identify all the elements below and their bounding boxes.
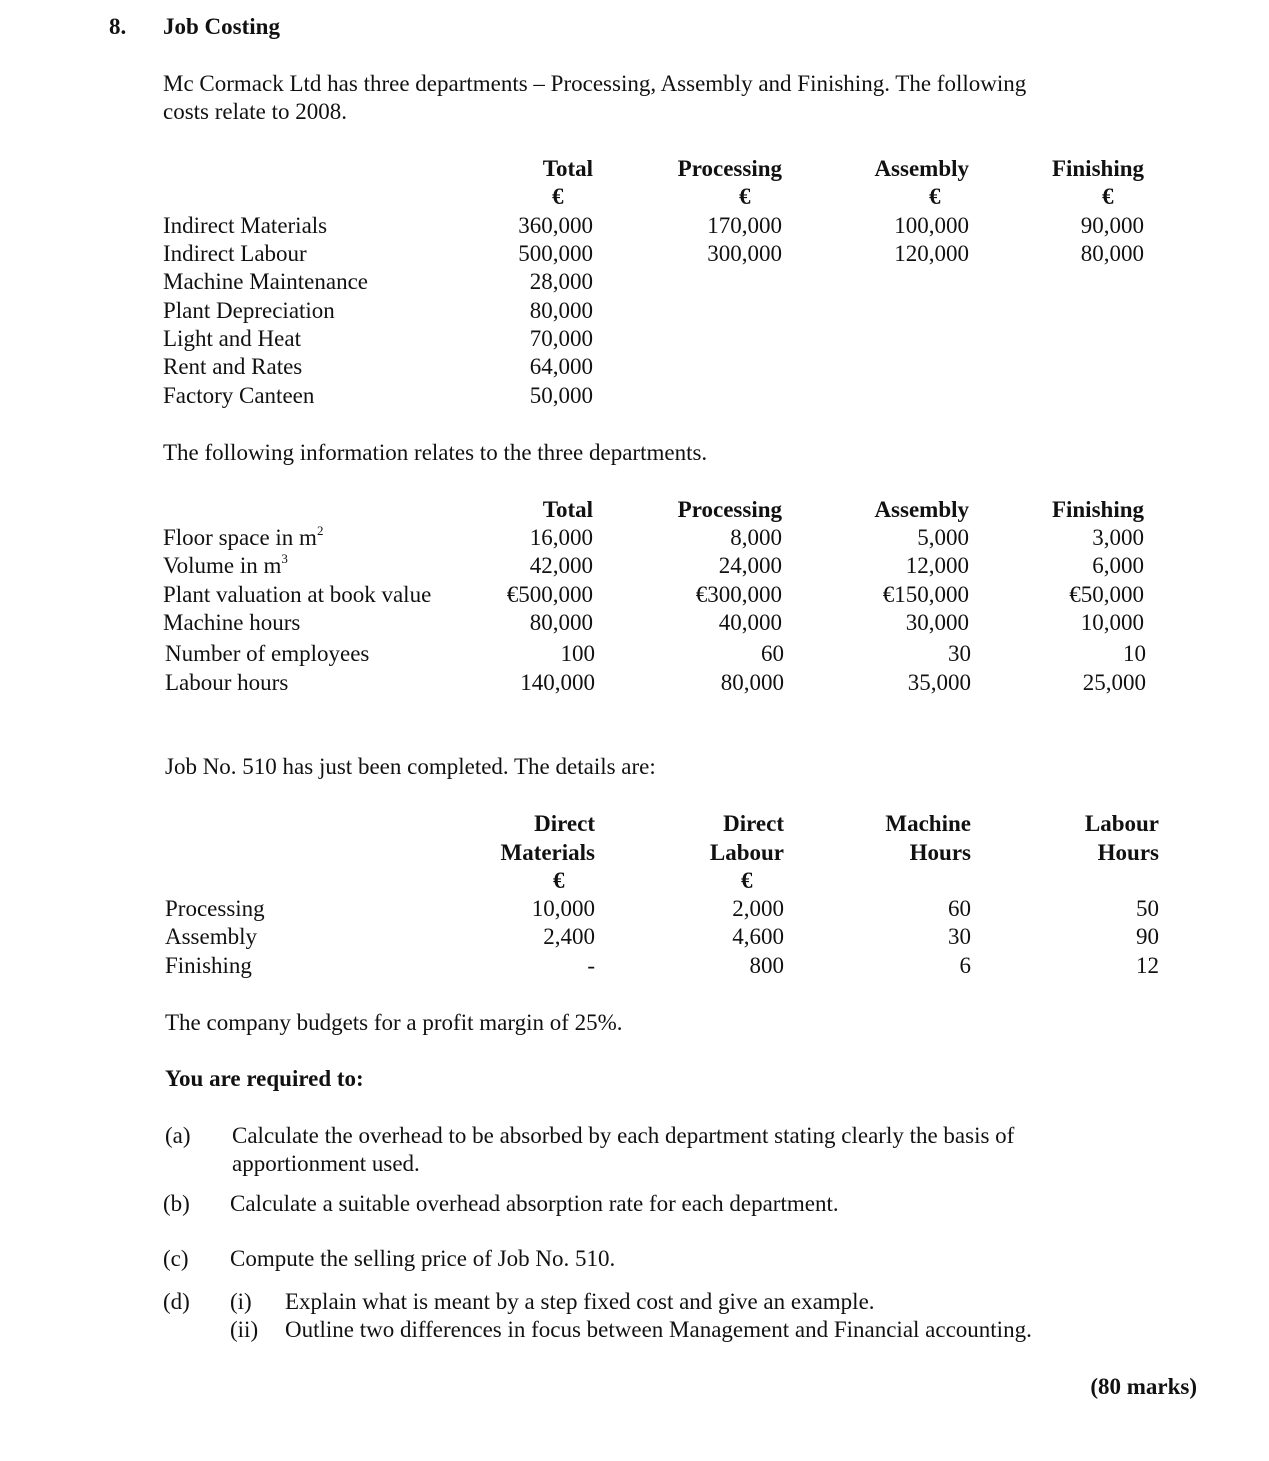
costs-row-label: Indirect Labour	[163, 241, 307, 266]
info-cell: 10,000	[1080, 610, 1144, 635]
part-a-text-cont: apportionment used.	[232, 1151, 420, 1176]
info-intro: The following information relates to the three departments.	[163, 440, 708, 465]
part-c-text: Compute the selling price of Job No. 510.	[230, 1246, 616, 1271]
info-header-finishing: Finishing	[1051, 497, 1144, 522]
costs-header-finishing: Finishing	[1051, 156, 1144, 181]
job-cell: 4,600	[732, 924, 784, 949]
costs-currency-total: €	[552, 184, 564, 209]
costs-cell: 100,000	[894, 213, 969, 238]
costs-header-total: Total	[542, 156, 593, 181]
info-cell: 24,000	[718, 553, 782, 578]
costs-header-processing: Processing	[677, 156, 782, 181]
question-number: 8.	[109, 14, 127, 39]
info-cell: 10	[1123, 641, 1146, 666]
info-cell: €50,000	[1069, 582, 1144, 607]
job-row-label: Assembly	[165, 924, 257, 949]
info-cell: 35,000	[907, 670, 971, 695]
costs-row-label: Machine Maintenance	[163, 269, 368, 294]
costs-row-label: Factory Canteen	[163, 383, 315, 408]
costs-cell: 70,000	[529, 326, 593, 351]
job-cell: -	[587, 953, 595, 978]
costs-currency-finishing: €	[1102, 184, 1114, 209]
costs-row-label: Indirect Materials	[163, 213, 328, 238]
job-currency: €	[553, 868, 565, 893]
job-cell: 10,000	[531, 896, 595, 921]
costs-cell: 28,000	[529, 269, 593, 294]
info-cell: 8,000	[730, 525, 782, 550]
job-header: Materials	[500, 840, 595, 865]
info-cell: €500,000	[506, 582, 593, 607]
part-a-text: Calculate the overhead to be absorbed by each department stating clearly the basis of	[232, 1123, 1015, 1148]
part-a-label: (a)	[165, 1123, 191, 1148]
part-b-text: Calculate a suitable overhead absorption rate for each department.	[230, 1191, 839, 1216]
superscript: 2	[316, 523, 324, 538]
part-d-ii-text: Outline two differences in focus between Management and Financial accounting.	[285, 1317, 1032, 1342]
job-row-label: Processing	[165, 896, 265, 921]
costs-cell: 50,000	[529, 383, 593, 408]
job-cell: 6	[959, 953, 971, 978]
info-cell: 30,000	[905, 610, 969, 635]
part-d-ii-label: (ii)	[230, 1317, 259, 1342]
job-header: Labour	[1084, 811, 1159, 836]
costs-row-label: Plant Depreciation	[163, 298, 335, 323]
costs-cell: 90,000	[1080, 213, 1144, 238]
job-cell: 800	[749, 953, 784, 978]
info-cell: 3,000	[1092, 525, 1144, 550]
costs-header-assembly: Assembly	[874, 156, 969, 181]
info-cell: 60	[761, 641, 784, 666]
job-header: Direct	[534, 811, 595, 836]
info-cell: €150,000	[882, 582, 969, 607]
intro-line-2: costs relate to 2008.	[163, 99, 347, 124]
job-header: Direct	[723, 811, 784, 836]
job-cell: 30	[948, 924, 971, 949]
info-cell: 140,000	[520, 670, 595, 695]
job-intro: Job No. 510 has just been completed. The details are:	[165, 754, 656, 779]
info-header-assembly: Assembly	[874, 497, 969, 522]
job-cell: 12	[1136, 953, 1159, 978]
superscript: 3	[281, 551, 288, 566]
marks: (80 marks)	[1090, 1374, 1197, 1399]
required-heading: You are required to:	[165, 1066, 364, 1091]
job-header: Machine	[885, 811, 971, 836]
costs-cell: 360,000	[518, 213, 593, 238]
question-title: Job Costing	[163, 14, 280, 39]
info-cell: 25,000	[1082, 670, 1146, 695]
job-cell: 60	[948, 896, 971, 921]
info-row-label: Floor space in $m^2$	[163, 523, 324, 550]
costs-cell: 120,000	[894, 241, 969, 266]
part-c-label: (c)	[163, 1246, 189, 1271]
info-cell: 42,000	[529, 553, 593, 578]
costs-cell: 80,000	[529, 298, 593, 323]
costs-row-label: Rent and Rates	[163, 354, 303, 379]
info-cell: 6,000	[1092, 553, 1144, 578]
costs-cell: 500,000	[518, 241, 593, 266]
job-header: Hours	[1097, 840, 1159, 865]
info-header-processing: Processing	[677, 497, 782, 522]
info-row-label: Number of employees	[165, 641, 370, 666]
info-row-label: Volume in $m^3$	[163, 551, 288, 578]
info-row-label: Machine hours	[163, 610, 301, 635]
costs-currency-processing: €	[739, 184, 751, 209]
intro-line-1: Mc Cormack Ltd has three departments – Processing, Assembly and Finishing. The following	[163, 71, 1027, 96]
profit-text: The company budgets for a profit margin of 25%.	[165, 1010, 623, 1035]
costs-cell: 300,000	[707, 241, 782, 266]
info-cell: €300,000	[695, 582, 782, 607]
costs-cell: 64,000	[529, 354, 593, 379]
job-currency: €	[741, 868, 753, 893]
info-cell: 100	[560, 641, 595, 666]
info-cell: 5,000	[917, 525, 969, 550]
job-cell: 50	[1136, 896, 1159, 921]
part-d-label: (d)	[163, 1289, 190, 1314]
part-b-label: (b)	[163, 1191, 190, 1216]
job-cell: 2,000	[732, 896, 784, 921]
info-cell: 80,000	[529, 610, 593, 635]
part-d-i-label: (i)	[230, 1289, 252, 1314]
costs-currency-assembly: €	[929, 184, 941, 209]
info-row-label: Plant valuation at book value	[163, 582, 432, 607]
info-row-label: Labour hours	[165, 670, 289, 695]
info-header-total: Total	[542, 497, 593, 522]
job-cell: 2,400	[543, 924, 595, 949]
info-cell: 40,000	[718, 610, 782, 635]
job-header: Hours	[909, 840, 971, 865]
info-cell: 12,000	[905, 553, 969, 578]
info-cell: 16,000	[529, 525, 593, 550]
costs-cell: 80,000	[1080, 241, 1144, 266]
costs-row-label: Light and Heat	[163, 326, 301, 351]
part-d-i-text: Explain what is meant by a step fixed cost and give an example.	[285, 1289, 875, 1314]
job-header: Labour	[709, 840, 784, 865]
info-cell: 80,000	[720, 670, 784, 695]
job-cell: 90	[1136, 924, 1159, 949]
costs-cell: 170,000	[707, 213, 782, 238]
job-row-label: Finishing	[165, 953, 252, 978]
info-cell: 30	[948, 641, 971, 666]
